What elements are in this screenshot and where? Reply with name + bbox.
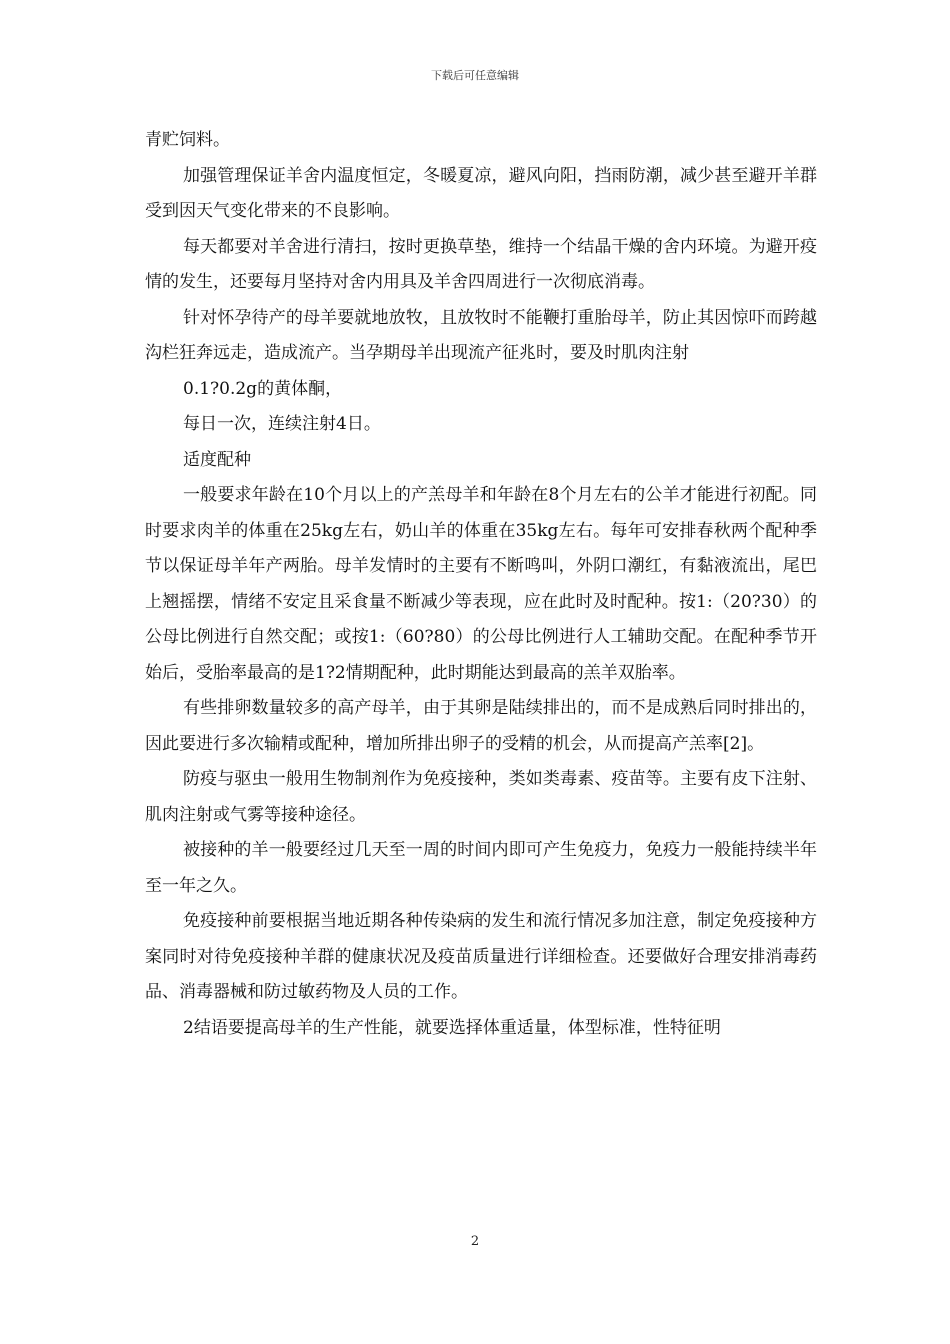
paragraph: 青贮饲料。 (145, 130, 230, 150)
section-heading: 适度配种 (183, 449, 251, 470)
paragraph: 一般要求年龄在10个月以上的产羔母羊和年龄在8个月左右的公羊才能进行初配。同时要求肉羊的体重在25kg左右，奶山羊的体重在35kg左右。每年可安排春秋两个配种季节以保证母羊年产两胎。母羊发情时的主要有不断鸣叫，外阴口潮红，有黏液流出，尾巴上翘摇摆，情绪不安定且采食量不断减少等表现，应在此时及时配种。按1:（20?30）的公母比例进行自然交配；或按1:（60?80）的公母比例进行人工辅助交配。在配种季节开始后，受胎率最高的是1?2情期配种，此时期能达到最高的羔羊双胎率。 (145, 485, 817, 683)
paragraph: 2结语要提高母羊的生产性能，就要选择体重适量，体型标准，性特征明 (183, 1017, 721, 1038)
page-header: 下载后可任意编辑 (431, 69, 519, 82)
paragraph: 被接种的羊一般要经过几天至一周的时间内即可产生免疫力，免疫力一般能持续半年至一年之久。 (145, 840, 817, 896)
paragraph: 防疫与驱虫一般用生物制剂作为免疫接种，类如类毒素、疫苗等。主要有皮下注射、肌肉注射或气雾等接种途径。 (145, 769, 817, 825)
paragraph: 每天都要对羊舍进行清扫，按时更换草垫，维持一个结晶干燥的舍内环境。为避开疫情的发生，还要每月坚持对舍内用具及羊舍四周进行一次彻底消毒。 (145, 236, 817, 292)
paragraph: 免疫接种前要根据当地近期各种传染病的发生和流行情况多加注意，制定免疫接种方案同时对待免疫接种羊群的健康状况及疫苗质量进行详细检查。还要做好合理安排消毒药品、消毒器械和防过敏药物及人员的工作。 (145, 911, 817, 1002)
paragraph: 0.1?0.2g的黄体酮， (183, 378, 343, 399)
paragraph: 有些排卵数量较多的高产母羊，由于其卵是陆续排出的，而不是成熟后同时排出的，因此要进行多次输精或配种，增加所排出卵子的受精的机会，从而提高产羔率[2]。 (145, 698, 817, 754)
paragraph: 加强管理保证羊舍内温度恒定，冬暖夏凉，避风向阳，挡雨防潮，减少甚至避开羊群受到因天气变化带来的不良影响。 (145, 165, 817, 221)
paragraph: 每日一次，连续注射4日。 (183, 414, 381, 434)
paragraph: 针对怀孕待产的母羊要就地放牧，且放牧时不能鞭打重胎母羊，防止其因惊吓而跨越沟栏狂奔远走，造成流产。当孕期母羊出现流产征兆时，要及时肌肉注射 (145, 307, 817, 363)
document-body (145, 123, 817, 1046)
page-number: 2 (470, 1234, 480, 1249)
